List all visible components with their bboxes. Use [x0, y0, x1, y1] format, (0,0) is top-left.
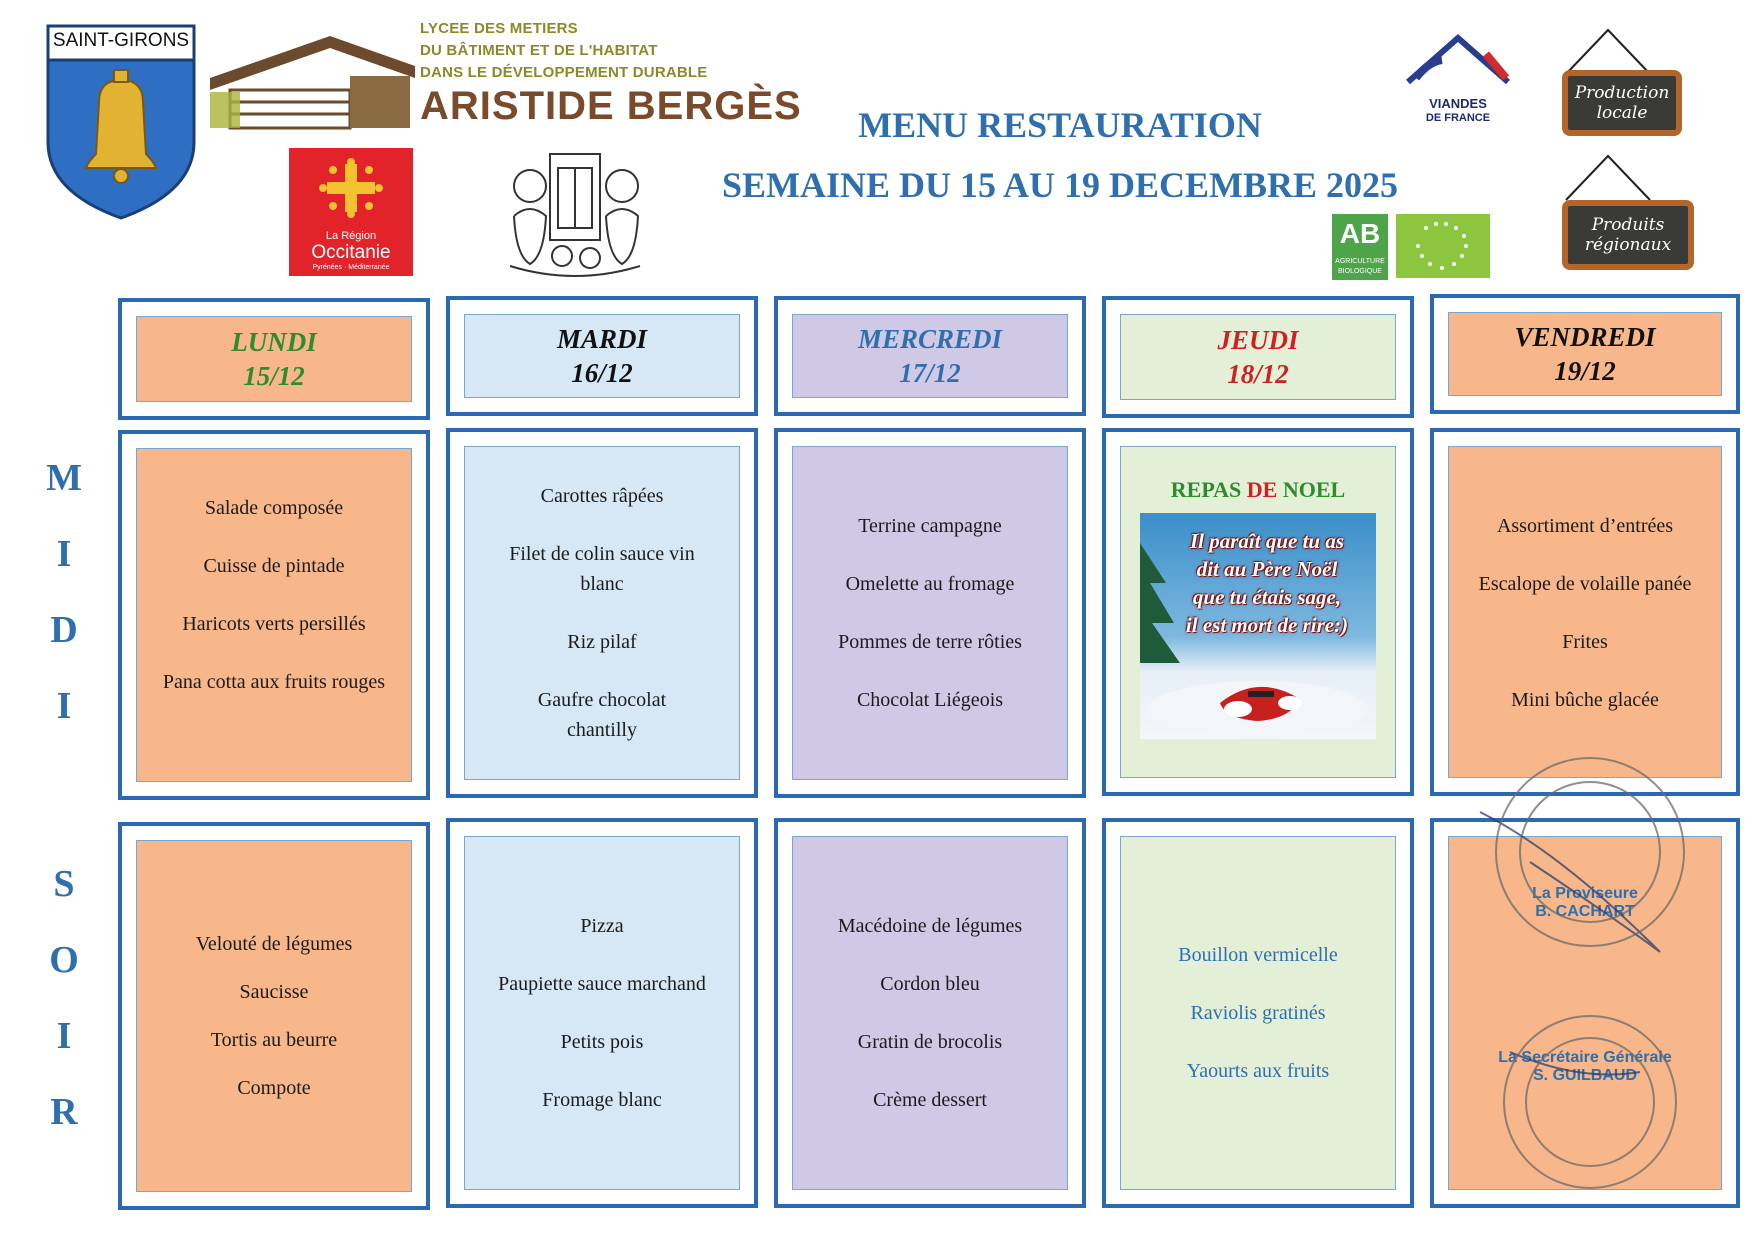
- dish: Paupiette sauce marchand: [498, 973, 706, 995]
- day-date: 17/12: [899, 358, 961, 388]
- midi-vendredi: [1430, 428, 1740, 796]
- soir-lundi: [118, 822, 430, 1210]
- soir-jeudi: [1102, 818, 1414, 1208]
- ab-logo: [1332, 214, 1388, 280]
- occitan-cross-icon: [289, 154, 413, 224]
- midi-mercredi: [774, 428, 1086, 798]
- day-header-lundi: [118, 298, 430, 420]
- day-header-jeudi: [1102, 296, 1414, 418]
- lycee-line-3: DANS LE DÉVELOPPEMENT DURABLE: [420, 64, 708, 81]
- day-name: JEUDI: [1217, 325, 1299, 355]
- day-header-vendredi: [1430, 294, 1740, 414]
- proviseure-name: B. CACHART: [1535, 903, 1635, 920]
- midi-letter-i: I: [56, 533, 72, 575]
- day-header-mardi: [446, 296, 758, 416]
- dish: Pana cotta aux fruits rouges: [162, 671, 386, 693]
- day-name: MERCREDI: [857, 324, 1003, 354]
- city-name: SAINT-GIRONS: [52, 30, 190, 51]
- joke-line: dit au Père Noël: [1196, 557, 1338, 581]
- viandes-line-2: DE FRANCE: [1425, 112, 1491, 124]
- dish: Cuisse de pintade: [203, 555, 345, 577]
- joke-line: Il paraît que tu as: [1189, 529, 1345, 553]
- day-name: LUNDI: [231, 327, 317, 357]
- lycee-name: ARISTIDE BERGÈS: [420, 84, 802, 128]
- dish: Gaufre chocolat chantilly: [537, 689, 667, 741]
- proviseure-role: La Proviseure: [1532, 885, 1638, 902]
- ab-text: AB: [1339, 218, 1381, 249]
- midi-lundi: [118, 430, 430, 800]
- dish: Fromage blanc: [542, 1089, 662, 1111]
- day-name: MARDI: [556, 324, 648, 354]
- dish: Saucisse: [239, 981, 309, 1003]
- sign-hanger-icon: [1556, 26, 1660, 76]
- midi-letter-d: D: [50, 609, 78, 651]
- dish: Tortis au beurre: [210, 1029, 338, 1051]
- midi-letter-m: M: [46, 457, 82, 499]
- lycee-line-1: LYCEE DES METIERS: [420, 20, 578, 37]
- lycee-building-logo: [210, 26, 415, 131]
- dish: Petits pois: [560, 1031, 644, 1053]
- soir-letter-o: O: [49, 939, 79, 981]
- sign1-line-1: Production: [1574, 83, 1670, 103]
- dish: Carottes râpées: [540, 485, 664, 507]
- title-part: NOEL: [1277, 477, 1346, 502]
- production-locale-sign: [1562, 70, 1682, 136]
- official-stamps-icon: [1470, 752, 1710, 1192]
- dish: Velouté de légumes: [195, 933, 353, 955]
- dish: Gratin de brocolis: [857, 1031, 1003, 1053]
- ab-caption-2: BIOLOGIQUE: [1338, 268, 1382, 275]
- region-sub: Pyrénées · Méditerranée: [312, 264, 390, 271]
- dish: Crème dessert: [873, 1089, 987, 1111]
- secretaire-name: S. GUILBAUD: [1533, 1067, 1637, 1084]
- dish: Pommes de terre rôties: [838, 631, 1022, 653]
- dish: Salade composée: [204, 497, 344, 519]
- lycee-subtitle: [420, 18, 708, 84]
- dish: Bouillon vermicelle: [1178, 944, 1338, 966]
- day-date: 15/12: [243, 361, 305, 391]
- ab-caption-1: AGRICULTURE: [1335, 258, 1385, 265]
- dish: Terrine campagne: [858, 515, 1002, 537]
- soir-letter-r: R: [50, 1091, 78, 1133]
- title-part: DE: [1246, 477, 1278, 502]
- region-small: La Région: [325, 230, 377, 242]
- soir-mercredi: [774, 818, 1086, 1208]
- eu-organic-leaf-icon: [1396, 214, 1490, 278]
- christmas-image: [1140, 513, 1376, 739]
- region-occitanie-logo: [289, 148, 413, 276]
- title-part: REPAS: [1170, 477, 1247, 502]
- dish: Mini bûche glacée: [1511, 689, 1659, 711]
- day-date: 18/12: [1227, 359, 1289, 389]
- dish: Raviolis gratinés: [1190, 1002, 1326, 1024]
- sketch-illustration: [500, 146, 650, 282]
- dish: Pizza: [580, 915, 624, 937]
- region-name: Occitanie: [311, 242, 391, 263]
- day-date: 16/12: [571, 358, 633, 388]
- saint-girons-crest: [44, 22, 198, 222]
- dish: Filet de colin sauce vin blanc: [509, 543, 695, 595]
- dish: Escalope de volaille panée: [1478, 573, 1692, 595]
- day-name: VENDREDI: [1514, 322, 1656, 352]
- christmas-joke: [1164, 527, 1370, 639]
- dish: Assortiment d’entrées: [1496, 515, 1674, 537]
- dish: Riz pilaf: [567, 631, 637, 653]
- soir-letter-i: I: [56, 1015, 72, 1057]
- dish: Chocolat Liégeois: [856, 689, 1004, 711]
- page-title: MENU RESTAURATION: [858, 105, 1262, 145]
- page-subtitle: SEMAINE DU 15 AU 19 DECEMBRE 2025: [721, 165, 1399, 205]
- midi-letter-i2: I: [56, 685, 72, 727]
- sign2-line-1: Produits: [1591, 215, 1665, 235]
- soir-mardi: [446, 818, 758, 1208]
- viandes-de-france-logo: [1398, 32, 1518, 142]
- sign1-line-2: locale: [1596, 103, 1648, 123]
- repas-de-noel-title: [1171, 477, 1345, 503]
- joke-line: que tu étais sage,: [1192, 585, 1342, 609]
- dish: Macédoine de légumes: [837, 915, 1023, 937]
- day-header-mercredi: [774, 296, 1086, 416]
- sign-hanger-icon: [1556, 152, 1660, 202]
- dish: Yaourts aux fruits: [1186, 1060, 1330, 1082]
- joke-line: il est mort de rire:): [1185, 613, 1349, 637]
- produits-regionaux-sign: [1562, 200, 1694, 270]
- secretaire-role: La Secrétaire Générale: [1498, 1049, 1672, 1066]
- dish: Frites: [1562, 631, 1608, 653]
- midi-mardi: [446, 428, 758, 798]
- dish: Cordon bleu: [880, 973, 980, 995]
- day-date: 19/12: [1554, 356, 1616, 386]
- lycee-line-2: DU BÂTIMENT ET DE L'HABITAT: [420, 42, 658, 59]
- dish: Compote: [237, 1077, 311, 1099]
- dish: Omelette au fromage: [845, 573, 1015, 595]
- viandes-line-1: VIANDES: [1429, 96, 1487, 111]
- soir-letter-s: S: [53, 863, 75, 905]
- sign2-line-2: régionaux: [1584, 235, 1672, 255]
- midi-jeudi: [1102, 428, 1414, 796]
- dish: Haricots verts persillés: [182, 613, 366, 635]
